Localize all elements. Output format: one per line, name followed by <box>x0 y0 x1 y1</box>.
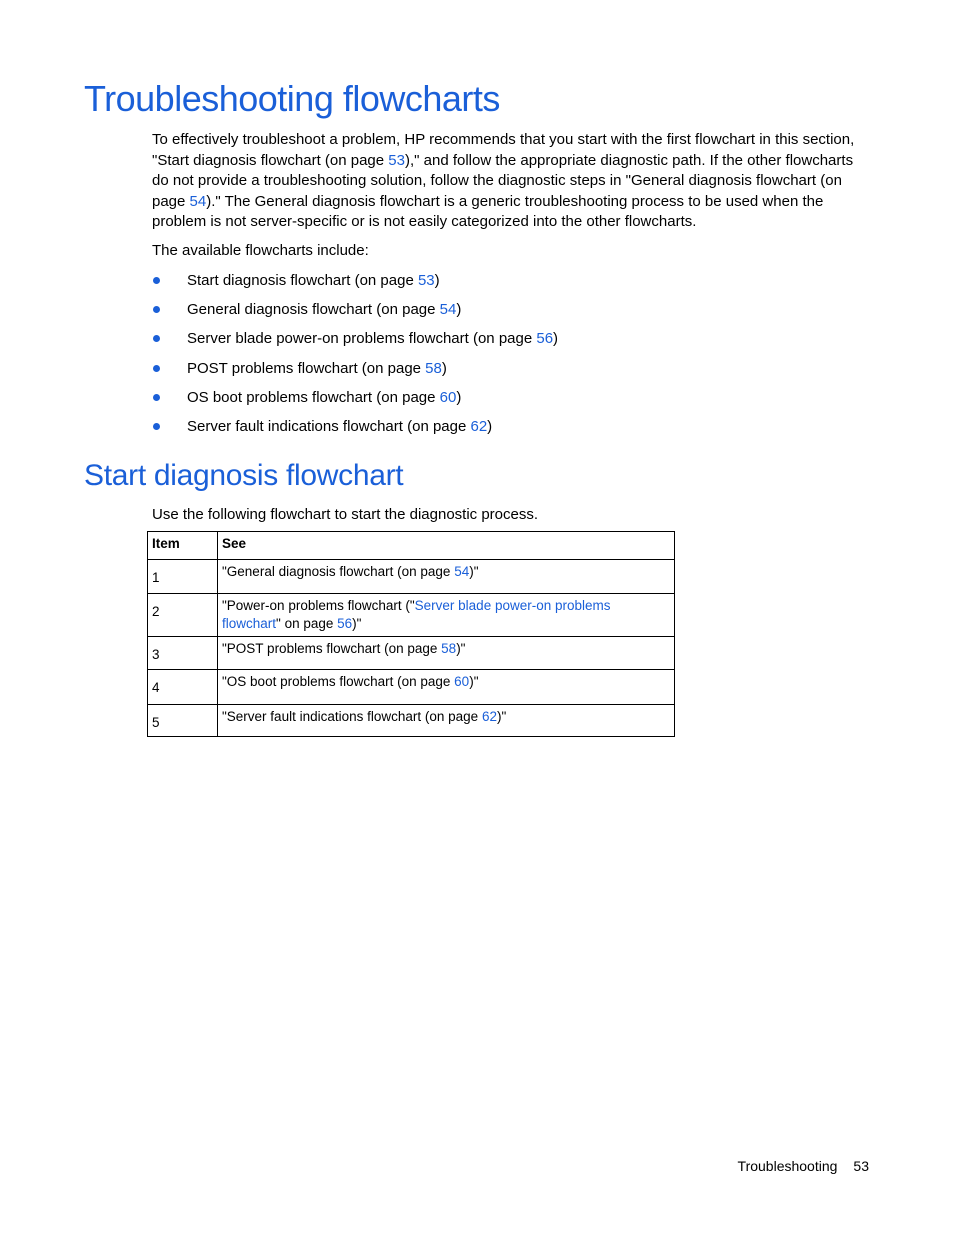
list-item: Server blade power-on problems flowchart (on page 56) <box>152 329 558 358</box>
see-cell: "Server fault indications flowchart (on page 62)" <box>218 705 675 737</box>
footer-page-number: 53 <box>853 1158 869 1174</box>
column-header-see: See <box>218 532 675 560</box>
page-link-54[interactable]: 54 <box>189 192 207 210</box>
flowchart-link[interactable]: flowchart <box>222 616 277 631</box>
page-link-53[interactable]: 53 <box>388 151 405 169</box>
intro-paragraph <box>152 130 874 233</box>
bullet-icon <box>153 365 160 372</box>
flowchart-list <box>152 271 558 446</box>
page-link[interactable]: 54 <box>454 564 470 579</box>
available-label: The available flowcharts include: <box>152 242 369 259</box>
footer-section: Troubleshooting <box>737 1158 838 1174</box>
see-cell: "OS boot problems flowchart (on page 60)" <box>218 670 675 705</box>
list-item: POST problems flowchart (on page 58) <box>152 359 558 388</box>
intro-line: page 54)." The General diagnosis flowchart is a generic troubleshooting process to be used when the <box>152 192 824 210</box>
page-link[interactable]: 60 <box>439 388 457 406</box>
table-row <box>148 637 675 670</box>
column-header-item: Item <box>148 532 218 560</box>
page-link[interactable]: 53 <box>417 272 435 289</box>
page-link[interactable]: 54 <box>439 301 457 319</box>
page-link[interactable]: 60 <box>454 674 470 689</box>
list-item: Start diagnosis flowchart (on page 53) <box>152 271 558 300</box>
see-cell: "POST problems flowchart (on page 58)" <box>218 637 675 670</box>
table-row <box>148 594 675 637</box>
see-cell: "General diagnosis flowchart (on page 54)" <box>218 560 675 594</box>
page-link[interactable]: 56 <box>337 616 353 631</box>
see-cell: "Power-on problems flowchart ("Server blade power-on problems flowchart" on page 56)" <box>218 594 675 637</box>
flowchart-table <box>147 531 675 737</box>
page-link[interactable]: 62 <box>481 709 497 724</box>
bullet-icon <box>153 394 160 401</box>
bullet-icon <box>153 335 160 342</box>
intro-line: To effectively troubleshoot a problem, HP recommends that you start with the first flowchart in this section, <box>152 131 855 148</box>
list-item: OS boot problems flowchart (on page 60) <box>152 388 558 417</box>
intro-line: problem is not server-specific or is not easily categorized into the other flowcharts. <box>152 213 697 230</box>
section-heading: Start diagnosis flowchart <box>84 459 404 492</box>
item-number: 5 <box>148 705 218 737</box>
page-footer <box>738 1158 869 1174</box>
table-row <box>148 670 675 705</box>
page-title: Troubleshooting flowcharts <box>84 78 500 119</box>
item-number: 3 <box>148 637 218 670</box>
flowchart-link[interactable]: Server blade power-on problems <box>414 598 611 613</box>
table-row <box>148 560 675 594</box>
table-row <box>148 705 675 737</box>
item-number: 1 <box>148 560 218 594</box>
page-link[interactable]: 58 <box>441 641 457 656</box>
intro-line: "Start diagnosis flowchart (on page 53)," and follow the appropriate diagnostic path. If the other flowcharts <box>152 151 854 169</box>
bullet-icon <box>153 277 160 284</box>
section-intro: Use the following flowchart to start the diagnostic process. <box>152 506 539 523</box>
bullet-icon <box>153 423 160 430</box>
page-link[interactable]: 56 <box>536 330 554 348</box>
item-number: 2 <box>148 594 218 637</box>
page-link[interactable]: 58 <box>425 359 442 377</box>
bullet-icon <box>153 306 160 313</box>
list-item: Server fault indications flowchart (on page 62) <box>152 417 558 446</box>
list-item: General diagnosis flowchart (on page 54) <box>152 300 558 329</box>
table-header-row <box>148 532 675 560</box>
page-link[interactable]: 62 <box>470 417 488 435</box>
item-number: 4 <box>148 670 218 705</box>
intro-line: do not provide a troubleshooting solution, follow the diagnostic steps in "General diagnosis flowchart (on <box>152 172 842 189</box>
